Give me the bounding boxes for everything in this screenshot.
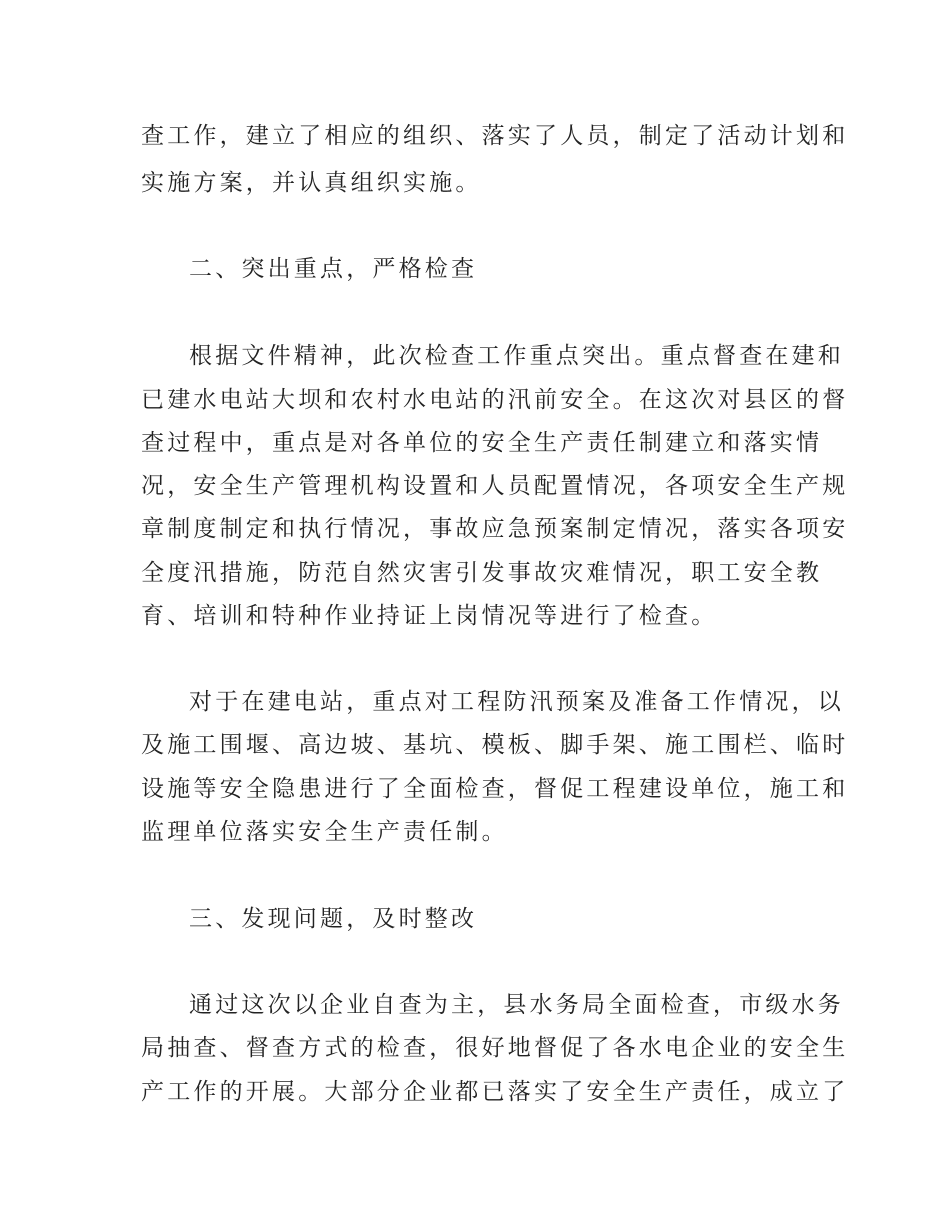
paragraph-line: 育、培训和特种作业持证上岗情况等进行了检查。 [141,603,718,629]
paragraph-line: 监理单位落实安全生产责任制。 [141,819,508,845]
paragraph-line: 设施等安全隐患进行了全面检查，督促工程建设单位，施工和 [141,776,849,802]
paragraph-line: 查工作，建立了相应的组织、落实了人员，制定了活动计划和 [141,123,849,149]
paragraph-line: 对于在建电站，重点对工程防汛预案及准备工作情况，以 [189,689,844,715]
paragraph-line: 查过程中，重点是对各单位的安全生产责任制建立和落实情 [141,430,823,456]
section-heading: 二、突出重点，严格检查 [189,256,478,282]
paragraph-line: 全度汛措施，防范自然灾害引发事故灾难情况，职工安全教 [141,560,823,586]
paragraph-line: 通过这次以企业自查为主，县水务局全面检查，市级水务 [189,992,844,1018]
paragraph-line: 局抽查、督查方式的检查，很好地督促了各水电企业的安全生 [141,1035,849,1061]
paragraph-line: 产工作的开展。大部分企业都已落实了安全生产责任，成立了 [141,1079,849,1105]
paragraph-line: 根据文件精神，此次检查工作重点突出。重点督查在建和 [189,343,844,369]
paragraph-line: 及施工围堰、高边坡、基坑、模板、脚手架、施工围栏、临时 [141,732,849,758]
paragraph-line: 章制度制定和执行情况，事故应急预案制定情况，落实各项安 [141,516,849,542]
paragraph-line: 况，安全生产管理机构设置和人员配置情况，各项安全生产规 [141,473,849,499]
paragraph-line: 已建水电站大坝和农村水电站的汛前安全。在这次对县区的督 [141,387,849,413]
section-heading: 三、发现问题，及时整改 [189,906,478,932]
paragraph-line: 实施方案，并认真组织实施。 [141,170,482,196]
